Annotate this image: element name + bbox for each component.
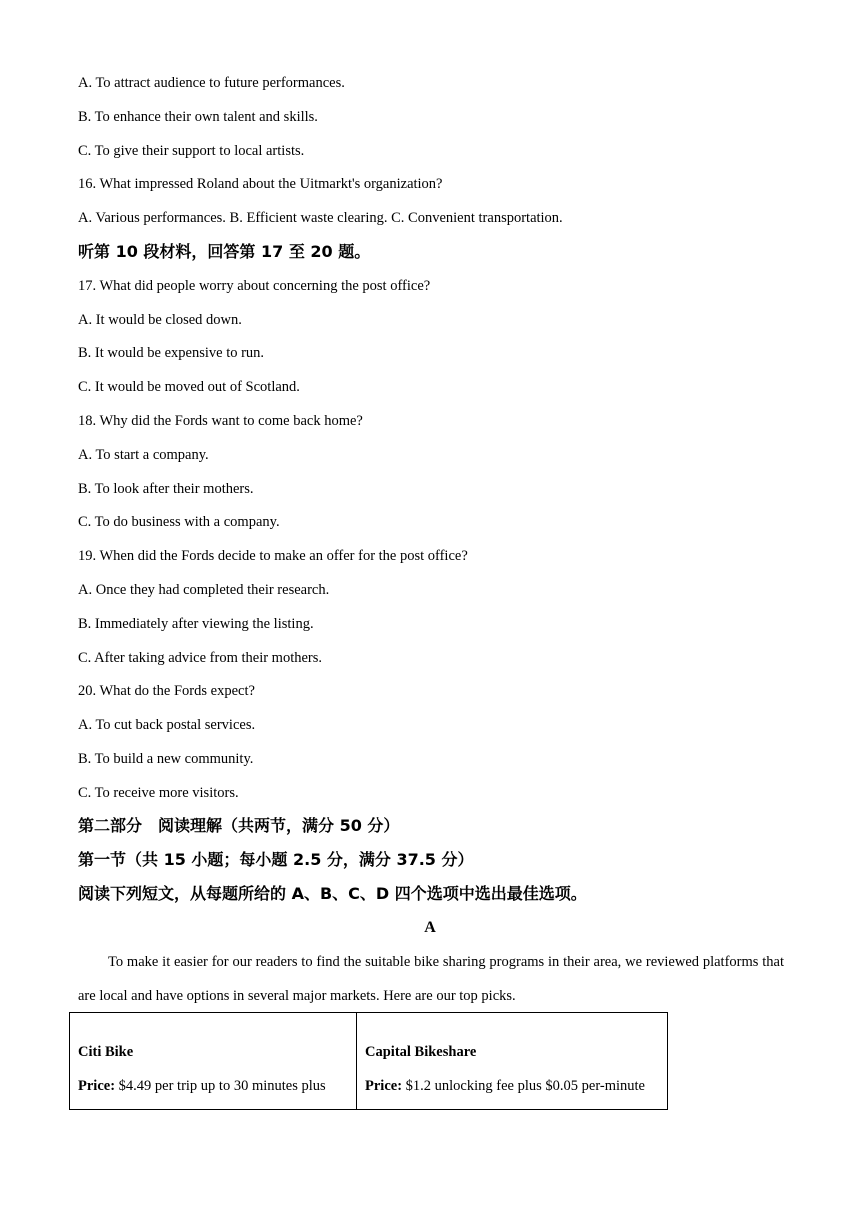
option-17a: A. It would be closed down.: [78, 312, 242, 328]
citi-bike-title: Citi Bike: [78, 1044, 134, 1060]
option-20a: A. To cut back postal services.: [78, 717, 256, 733]
capital-bikeshare-price-label: Price:: [365, 1078, 403, 1094]
option-18a: A. To start a company.: [78, 447, 209, 463]
question-17: 17. What did people worry about concerning the post office?: [78, 278, 431, 294]
option-20b: B. To build a new community.: [78, 751, 254, 767]
bike-share-table: [69, 1012, 668, 1110]
citi-bike-price-label: Price:: [78, 1078, 116, 1094]
capital-bikeshare-price-text: $1.2 unlocking fee plus $0.05 per-minute: [402, 1078, 645, 1094]
options-16: A. Various performances. B. Efficient waste clearing. C. Convenient transportation.: [78, 210, 563, 226]
option-19a: A. Once they had completed their research.: [78, 582, 330, 598]
capital-bikeshare-title: Capital Bikeshare: [365, 1044, 477, 1060]
question-19: 19. When did the Fords decide to make an offer for the post office?: [78, 548, 468, 564]
part-two-heading: 第二部分 阅读理解（共两节，满分 50 分）: [78, 816, 400, 835]
question-20: 20. What do the Fords expect?: [78, 683, 255, 699]
table-cell-citi-bike: [70, 1013, 357, 1110]
option-19b: B. Immediately after viewing the listing.: [78, 616, 314, 632]
reading-instruction: 阅读下列短文，从每题所给的 A、B、C、D 四个选项中选出最佳选项。: [78, 884, 587, 903]
option-17c: C. It would be moved out of Scotland.: [78, 379, 300, 395]
citi-bike-price-text: $4.49 per trip up to 30 minutes plus: [115, 1078, 326, 1094]
option-15a: A. To attract audience to future performances.: [78, 75, 345, 91]
option-18c: C. To do business with a company.: [78, 514, 280, 530]
passage-label: A: [424, 919, 436, 936]
section-one-heading: 第一节（共 15 小题；每小题 2.5 分，满分 37.5 分）: [78, 850, 474, 869]
section-instruction-17-20: 听第 10 段材料，回答第 17 至 20 题。: [78, 242, 371, 261]
passage-intro: To make it easier for our readers to find the suitable bike sharing programs in their area, we reviewed platforms that are local and have options in several major markets. Here are our top picks.: [78, 954, 784, 1004]
option-19c: C. After taking advice from their mothers.: [78, 650, 323, 666]
option-20c: C. To receive more visitors.: [78, 785, 239, 801]
question-18: 18. Why did the Fords want to come back home?: [78, 413, 363, 429]
option-17b: B. It would be expensive to run.: [78, 345, 265, 361]
question-16: 16. What impressed Roland about the Uitmarkt's organization?: [78, 176, 443, 192]
table-cell-capital-bikeshare: [357, 1013, 668, 1110]
option-18b: B. To look after their mothers.: [78, 481, 254, 497]
option-15b: B. To enhance their own talent and skills.: [78, 109, 318, 125]
option-15c: C. To give their support to local artists.: [78, 143, 305, 159]
